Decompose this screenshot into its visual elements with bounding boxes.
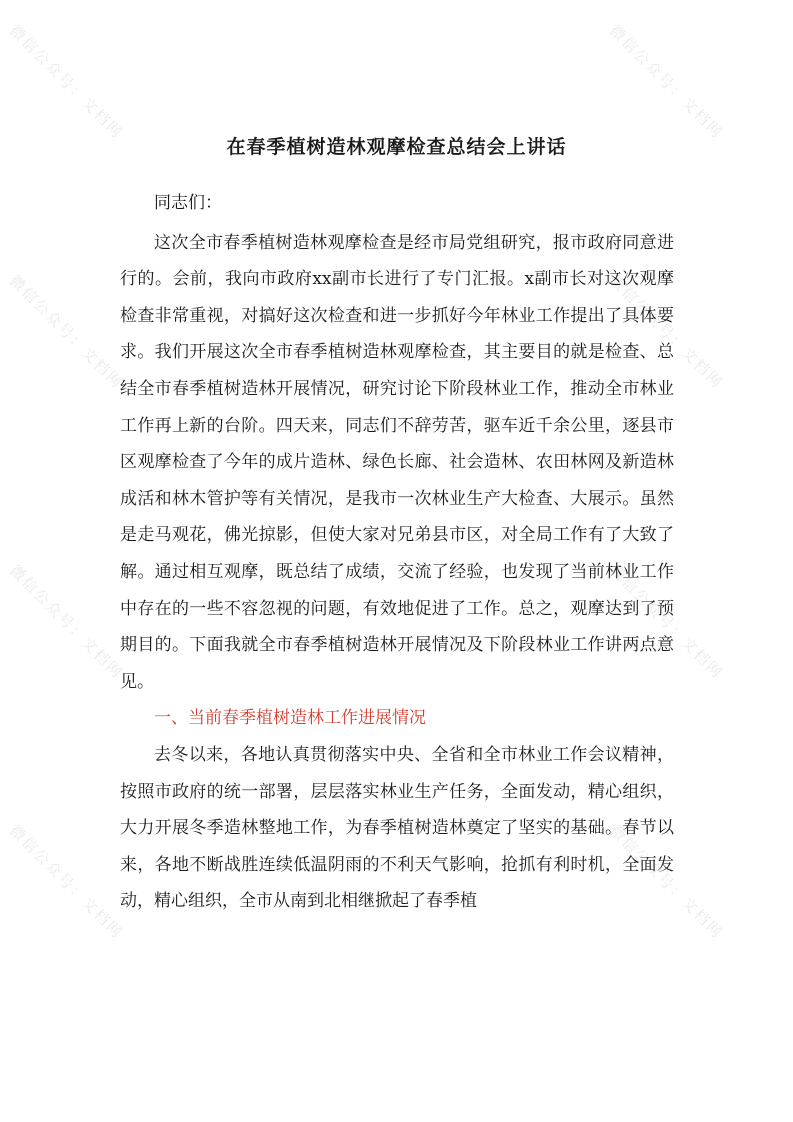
watermark: 微信公众号：文档网: [605, 561, 727, 683]
salutation: 同志们：: [154, 193, 222, 213]
watermark: 微信公众号：文档网: [605, 821, 727, 943]
watermark: 微信公众号：文档网: [5, 21, 127, 143]
section-heading: 一、当前春季植树造林工作进展情况: [154, 708, 426, 729]
watermark: 微信公众号：文档网: [5, 821, 127, 943]
watermark: 微信公众号：文档网: [605, 271, 727, 393]
document-title: 在春季植树造林观摩检查总结会上讲话: [226, 136, 567, 158]
watermark: 微信公众号：文档网: [605, 21, 727, 143]
watermark: 微信公众号：文档网: [5, 561, 127, 683]
paragraph: 这次全市春季植树造林观摩检查是经市局党组研究，报市政府同意进行的。会前，我向市政府xx副市长进行了专门汇报。x副市长对这次观摩检查非常重视，对搞好这次检查和进一步抓好今年林业工作提出了具体要求。我们开展这次全市春季植树造林观摩检查，其主要目的就是检查、总结全市春季植树造林开展情况，研究讨论下阶段林业工作，推动全市林业工作再上新的台阶。四天来，同志们不辞劳苦，驱车近千余公里，逐县市区观摩检查了今年的成片造林、绿色长廊、社会造林、农田林网及新造林成活和林木管护等有关情况，是我市一次林业生产大检查、大展示。虽然是走马观花，佛光掠影，但使大家对兄弟县市区，对全局工作有了大致了解。通过相互观摩，既总结了成绩，交流了经验，也发现了当前林业工作中存在的一些不容忽视的问题，有效地促进了工作。总之，观摩达到了预期目的。下面我就全市春季植树造林开展情况及下阶段林业工作讲两点意见。: [120, 232, 674, 692]
document-body: [120, 185, 674, 920]
watermark: 微信公众号：文档网: [5, 271, 127, 393]
paragraph: 去冬以来，各地认真贯彻落实中央、全省和全市林业工作会议精神，按照市政府的统一部署，层层落实林业生产任务，全面发动，精心组织，大力开展冬季造林整地工作，为春季植树造林奠定了坚实的基础。春节以来，各地不断战胜连续低温阴雨的不利天气影响，抢抓有利时机，全面发动，精心组织，全市从南到北相继掀起了春季植: [120, 744, 674, 912]
